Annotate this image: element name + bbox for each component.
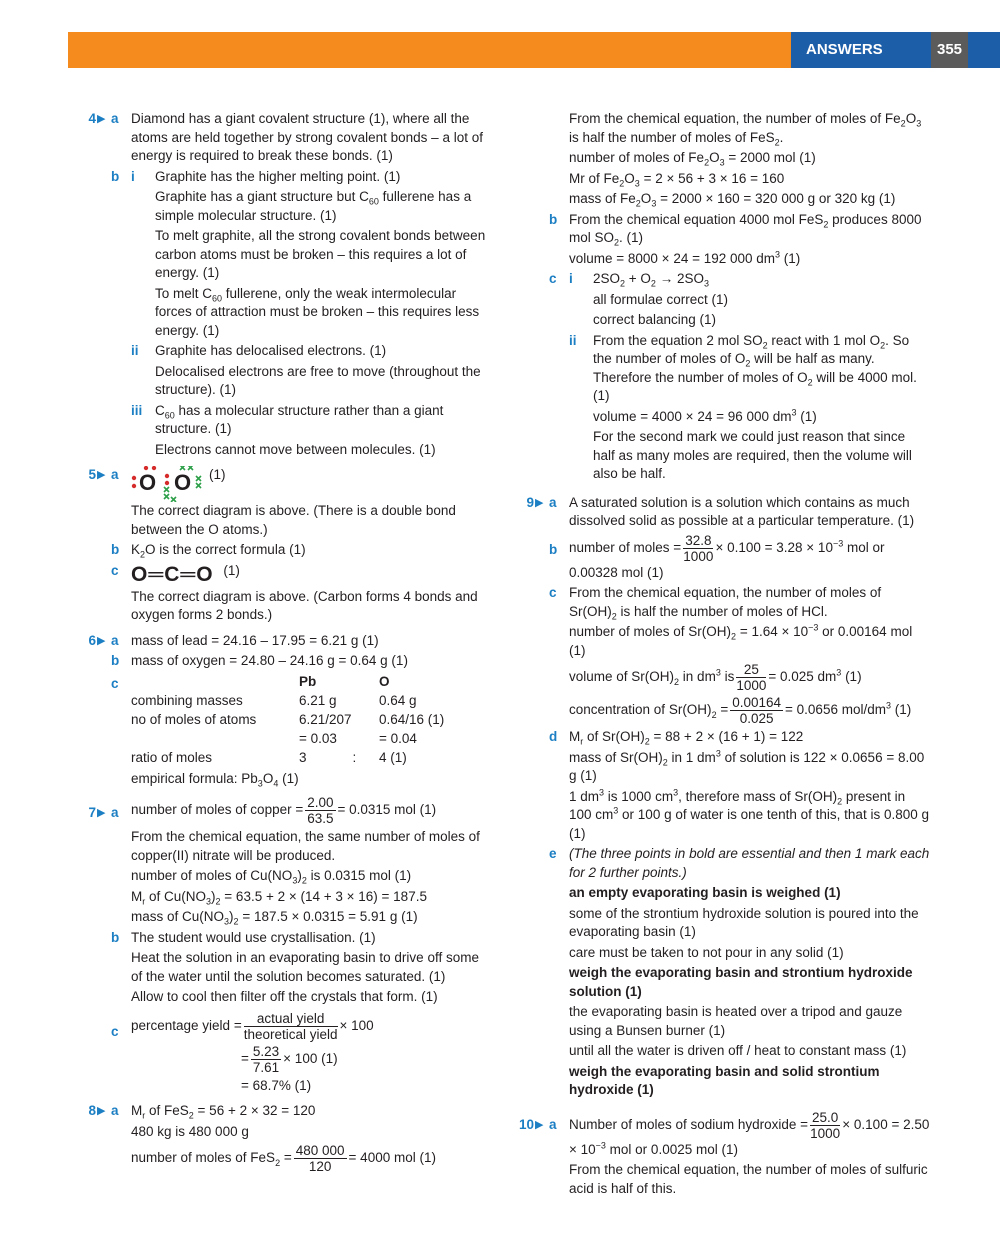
question-9 xyxy=(510,494,930,1100)
part-label: c xyxy=(549,585,557,600)
answer-text: mass of oxygen = 24.80 – 24.16 g = 0.64 g (1) xyxy=(131,653,408,668)
table-cell xyxy=(131,730,299,749)
header-accent xyxy=(968,32,1000,68)
question-number: 10 xyxy=(518,1116,534,1132)
right-column xyxy=(510,110,930,1200)
subpart-label: ii xyxy=(569,332,577,348)
fraction: $\frac{5.23}{7.61}$ xyxy=(252,1043,280,1075)
section-title: ANSWERS xyxy=(791,32,931,68)
fraction: $\frac{2.00}{63.5}$ xyxy=(307,795,334,826)
arrow-icon: ▶ xyxy=(97,1105,106,1117)
table-header: O xyxy=(379,673,390,689)
header-bar xyxy=(68,32,1000,68)
answer-text: an empty evaporating basin is weighed (1) xyxy=(569,885,841,900)
answer-text: number of moles of FeS$_2$ = $\frac{480 000}{120}$ = 4000 mol (1) xyxy=(131,1143,436,1174)
answer-text: mass of $Fe_2O_3 = 2000 \times 160 = 320$ 000 g or 320 kg (1) xyxy=(569,191,896,209)
subpart-label: i xyxy=(131,168,135,184)
part-label: d xyxy=(549,729,558,744)
answer-text: From the chemical equation, the same number of moles of copper(II) nitrate will be produced. xyxy=(131,829,480,863)
arrow-icon: ▶ xyxy=(97,469,106,481)
answer-text: $M_r$ of FeS$_2$ = 56 + 2 × 32 = 120 xyxy=(131,1103,316,1121)
arrow-icon: ▶ xyxy=(535,1118,544,1131)
moles-table xyxy=(131,673,444,768)
table-cell: 4 (1) xyxy=(379,749,407,765)
answer-text: volume of $Sr(OH)_2$ in $dm^3$ is $\frac{25}{1000}$ = 0.025 $dm^3$ (1) xyxy=(569,662,862,693)
question-5 xyxy=(72,466,490,625)
fraction: $\frac{480 000}{120}$ xyxy=(295,1143,345,1174)
answer-text: = 68.7% (1) xyxy=(241,1077,312,1093)
left-column xyxy=(72,110,490,1176)
question-6 xyxy=(72,632,490,789)
answer-text: mass of lead = 24.16 – 17.95 = 6.21 g (1) xyxy=(131,632,379,648)
part-label: b xyxy=(111,929,120,945)
answer-text: 1 $dm^3$ is 1000 $cm^3$, therefore mass of $Sr(OH)_2$ present in 100 $cm^3$ or 100 g of water is one tenth of this, that is 0.800 g (1) xyxy=(569,787,929,841)
dot-cross-diagram xyxy=(131,466,490,502)
answer-text: concentration of $Sr(OH)_2$ = $\frac{0.00164}{0.025}$ = 0.0656 mol/$dm^3$ (1) xyxy=(569,695,912,726)
question-8-continued xyxy=(510,110,930,484)
question-4 xyxy=(72,110,490,459)
table-cell: = 0.03 xyxy=(299,730,337,746)
answer-text: until all the water is driven off / heat to constant mass (1) xyxy=(569,1043,907,1058)
answer-text: For the second mark we could just reason that since half as many moles are required, then the volume will also be half. xyxy=(593,429,912,481)
table-cell: ratio of moles xyxy=(131,749,213,765)
part-label: c xyxy=(111,562,119,578)
o2-dot-cross-icon xyxy=(131,466,221,502)
svg-text:O: O xyxy=(174,470,192,495)
subpart-label: ii xyxy=(131,343,139,358)
table-row xyxy=(131,711,444,730)
part-label: a xyxy=(111,111,119,126)
answer-text: volume = 8000 × 24 = 192 000 $dm^3$ (1) xyxy=(569,249,801,266)
answer-text: number of moles = $\frac{32.8}{1000}$ × $0.100 = 3.28 \times 10^{-3}$ mol or 0.00328 mol (1) xyxy=(569,532,885,580)
answer-text: the evaporating basin is heated over a tripod and gauze using a Bunsen burner (1) xyxy=(569,1004,903,1038)
subpart-label: iii xyxy=(131,402,143,418)
table-cell: 0.64/16 (1) xyxy=(379,711,445,727)
part-label: a xyxy=(549,494,557,510)
answer-text: number of moles of $Fe_2O_3 = 2000$ mol (1) xyxy=(569,150,816,168)
answer-text: empirical formula: $Pb_3O_4$ (1) xyxy=(131,770,299,789)
part-label: a xyxy=(111,632,119,648)
answer-text: Number of moles of sodium hydroxide = $\frac{25.0}{1000}$ × $0.100 = 2.50 \times 10^{-3}$ mol or 0.0025 mol (1) xyxy=(569,1109,930,1157)
answer-text: Electrons cannot move between molecules. (1) xyxy=(155,441,436,457)
part-label: b xyxy=(549,211,558,227)
part-label: b xyxy=(111,542,120,557)
answer-text: mass of $Cu(NO_3)_2 = 187.5 \times 0.0315 = 5.91$ g (1) xyxy=(131,909,418,927)
answer-text: Graphite has a giant structure but $C_{60}$ fullerene has a simple molecular structure. (1) xyxy=(155,189,472,223)
answer-text: From the chemical equation 4000 mol FeS$_2$ produces 8000 mol $SO_2$. (1) xyxy=(569,211,922,248)
part-label: b xyxy=(549,541,558,557)
question-8 xyxy=(72,1102,490,1174)
answer-text: Diamond has a giant covalent structure (1), where all the atoms are held together by strong covalent bonds – a lot of energy is required to break these bonds. (1) xyxy=(131,111,483,163)
arrow-icon: ▶ xyxy=(97,634,106,647)
answer-text: The student would use crystallisation. (1) xyxy=(131,929,376,945)
table-cell: 0.64 g xyxy=(379,692,417,708)
arrow-icon: ▶ xyxy=(97,807,106,819)
answer-text: To melt graphite, all the strong covalent bonds between carbon atoms must be broken – this requires a lot of energy. (1) xyxy=(155,228,486,280)
fraction: $\frac{\text{actual yield}}{\text{theoretical yield}}$ xyxy=(243,1010,338,1042)
answer-text: $M_r$ of $Sr(OH)_2 = 88 + 2 \times (16 + 1) = 122$ xyxy=(569,729,804,747)
question-7 xyxy=(72,795,490,1095)
answer-text: Delocalised electrons are free to move (throughout the structure). (1) xyxy=(155,363,481,397)
answer-text: mass of $Sr(OH)_2$ in 1 $dm^3$ of solution is 122 × 0.0656 = 8.00 g (1) xyxy=(569,748,925,783)
answer-text: From the chemical equation, the number of moles of $Sr(OH)_2$ is half the number of moles of HCl. xyxy=(569,585,882,622)
fraction: $\frac{25}{1000}$ xyxy=(736,662,767,693)
part-label: c xyxy=(549,271,557,286)
part-label: c xyxy=(111,1023,119,1039)
answer-text: From the equation 2 mol $SO_2$ react with 1 mol $O_2$. So the number of moles of $O_2$ will be half as many. Therefore the number of moles of $O_2$ will be 4000 mol. (1) xyxy=(593,332,917,403)
question-number: 9 xyxy=(526,494,534,510)
mark: (1) xyxy=(209,467,226,482)
answer-text: care must be taken to not pour in any solid (1) xyxy=(569,944,844,960)
question-number: 4 xyxy=(88,111,96,126)
table-header: Pb xyxy=(299,673,317,689)
answer-text: correct balancing (1) xyxy=(593,312,717,327)
part-label: a xyxy=(111,1103,119,1118)
table-row xyxy=(131,749,444,768)
mark: (1) xyxy=(223,562,240,578)
question-number: 6 xyxy=(88,632,96,648)
arrow-icon: ▶ xyxy=(535,496,544,509)
answer-text: (The three points in bold are essential and then 1 mark each for 2 further points.) xyxy=(569,846,930,880)
fraction: $\frac{32.8}{1000}$ xyxy=(683,532,714,564)
answer-text: = $\frac{5.23}{7.61}$ × 100 (1) xyxy=(241,1043,338,1075)
answer-text: 480 kg is 480 000 g xyxy=(131,1123,249,1139)
answer-text: The correct diagram is above. (There is a double bond between the O atoms.) xyxy=(131,503,456,537)
answer-text: To melt $C_{60}$ fullerene, only the weak intermolecular forces of attraction must be broken – this requires less energy. (1) xyxy=(155,285,480,338)
answer-text: number of moles of $Cu(NO_3)_2$ is 0.0315 mol (1) xyxy=(131,868,412,886)
answer-text: Mr of $Fe_2O_3 = 2 \times 56 + 3 \times 16 = 160$ xyxy=(569,170,785,189)
co2-structure: O═C═O xyxy=(131,562,214,586)
answer-text: A saturated solution is a solution which contains as much dissolved solid as possible at a particular temperature. (1) xyxy=(569,494,915,528)
answer-text: number of moles of $Sr(OH)_2 = 1.64 \times 10^{-3}$ or 0.00164 mol (1) xyxy=(569,622,913,658)
arrow-icon: ▶ xyxy=(97,113,106,125)
fraction: $\frac{0.00164}{0.025}$ xyxy=(732,695,782,726)
answer-text: all formulae correct (1) xyxy=(593,291,729,307)
table-cell: = 0.04 xyxy=(379,730,417,746)
answer-text: Graphite has delocalised electrons. (1) xyxy=(155,343,387,358)
question-number: 8 xyxy=(88,1103,96,1118)
answer-text: weigh the evaporating basin and solid strontium hydroxide (1) xyxy=(569,1063,880,1097)
svg-text:O: O xyxy=(139,470,157,495)
answer-text: Heat the solution in an evaporating basin to drive off some of the water until the solution becomes saturated. (1) xyxy=(131,950,479,984)
table-cell: 6.21 g xyxy=(299,692,337,708)
table-cell: no of moles of atoms xyxy=(131,711,257,727)
part-label: b xyxy=(111,168,120,184)
answer-text: weigh the evaporating basin and strontium hydroxide solution (1) xyxy=(569,965,913,999)
table-cell: combining masses xyxy=(131,692,243,708)
answer-text: $2SO_2 + O_2 \to 2SO_3$ xyxy=(593,271,709,289)
answer-text: $M_r$ of $Cu(NO_3)_2 = 63.5 + 2 \times (14 + 3 \times 16) = 187.5$ xyxy=(131,888,427,907)
table-cell: 6.21/207 xyxy=(299,711,352,727)
question-number: 5 xyxy=(88,467,96,482)
part-label: a xyxy=(111,467,119,482)
page-number: 355 xyxy=(931,32,968,68)
answer-text: The correct diagram is above. (Carbon forms 4 bonds and oxygen forms 2 bonds.) xyxy=(131,588,478,622)
table-row xyxy=(131,730,444,749)
part-label: a xyxy=(111,805,119,820)
part-label: b xyxy=(111,653,120,668)
part-label: a xyxy=(549,1116,557,1132)
part-label: c xyxy=(111,675,119,691)
answer-text: number of moles of copper = $\frac{2.00}{63.5}$ = 0.0315 mol (1) xyxy=(131,795,437,826)
answer-text: some of the strontium hydroxide solution is poured into the evaporating basin (1) xyxy=(569,905,919,939)
question-number: 7 xyxy=(88,805,96,820)
part-label: e xyxy=(549,846,557,861)
answer-text: Graphite has the higher melting point. (1) xyxy=(155,168,401,184)
answer-text: $C_{60}$ has a molecular structure rather than a giant structure. (1) xyxy=(155,402,444,436)
answer-text: Allow to cool then filter off the crystals that form. (1) xyxy=(131,989,438,1004)
fraction: $\frac{25.0}{1000}$ xyxy=(810,1109,841,1141)
table-row xyxy=(131,692,444,711)
table-cell: 3 : xyxy=(299,749,357,765)
answer-text: From the chemical equation, the number of moles of $Fe_2O_3$ is half the number of moles of FeS$_2$. xyxy=(569,111,922,148)
answer-text: $K_2O$ is the correct formula (1) xyxy=(131,542,306,560)
question-10 xyxy=(510,1110,930,1199)
answer-text: percentage yield = $\frac{\text{actual yield}}{\text{theoretical yield}}$ × 100 xyxy=(131,1010,374,1042)
subpart-label: i xyxy=(569,271,573,286)
answer-text: volume = 4000 × 24 = 96 000 $dm^3$ (1) xyxy=(593,407,817,424)
answer-text: From the chemical equation, the number of moles of sulfuric acid is half of this. xyxy=(569,1162,928,1196)
